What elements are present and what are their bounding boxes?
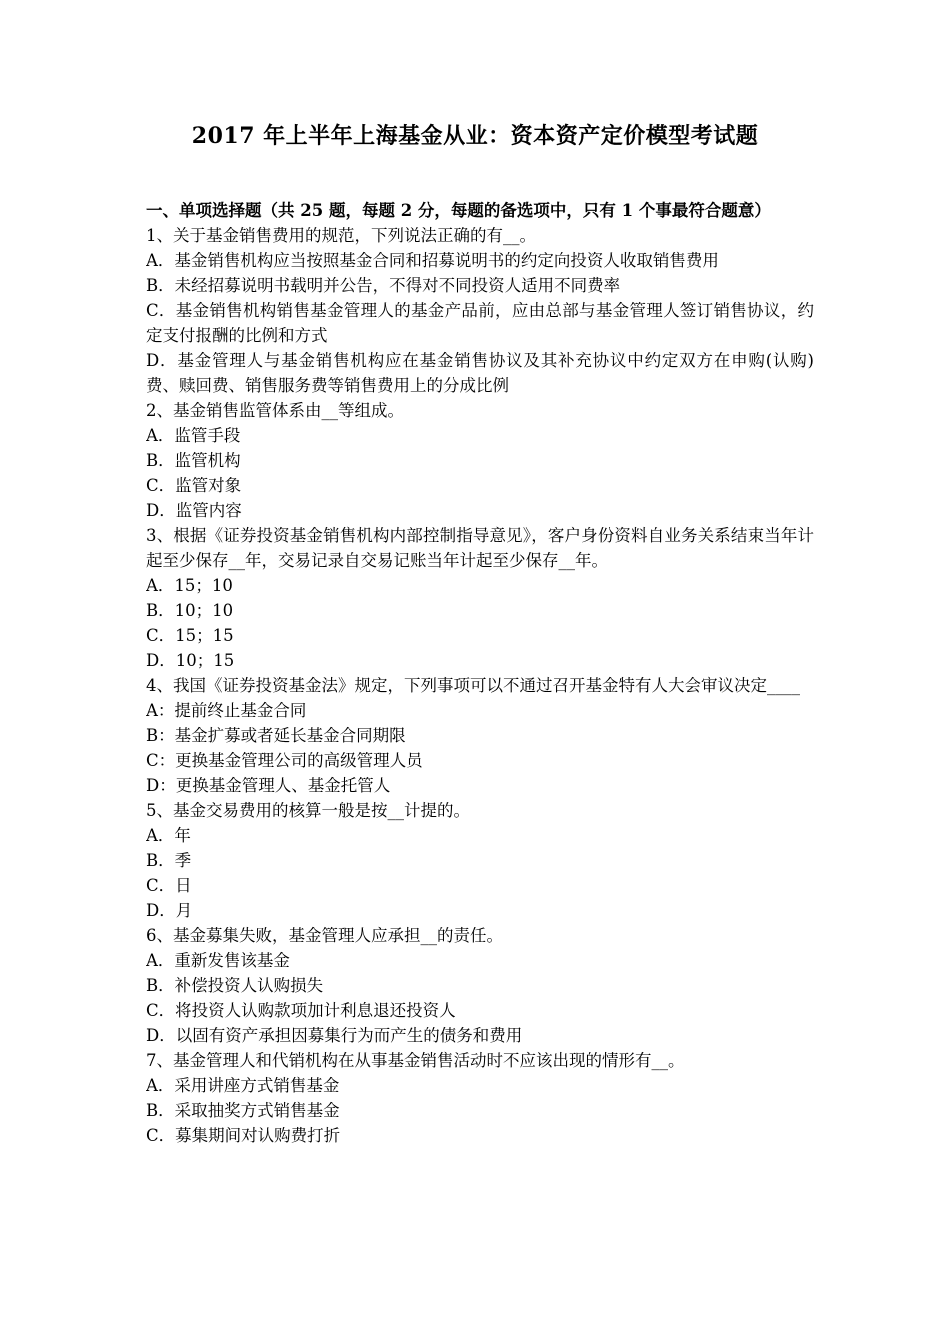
option-c: C．募集期间对认购费打折 xyxy=(146,1126,341,1145)
question-block xyxy=(146,1048,814,1148)
option-a: A．基金销售机构应当按照基金合同和招募说明书的约定向投资人收取销售费用 xyxy=(146,251,719,270)
option-d: D．基金管理人与基金销售机构应在基金销售协议及其补充协议中约定双方在申购(认购)费、赎回费、销售服务费等销售费用上的分成比例 xyxy=(146,351,814,395)
option-a: A．15；10 xyxy=(146,576,233,595)
question-block xyxy=(146,798,814,923)
document-title: 2017 年上半年上海基金从业：资本资产定价模型考试题 xyxy=(191,123,759,149)
option-a: A：提前终止基金合同 xyxy=(146,701,307,720)
question-stem: 3、根据《证券投资基金销售机构内部控制指导意见》，客户身份资料自业务关系结束当年计起至少保存__年，交易记录自交易记账当年计起至少保存__年。 xyxy=(146,526,814,570)
question-stem: 6、基金募集失败，基金管理人应承担__的责任。 xyxy=(146,926,503,945)
option-c: C．将投资人认购款项加计利息退还投资人 xyxy=(146,1001,456,1020)
option-c: C．监管对象 xyxy=(146,476,242,495)
option-a: A．年 xyxy=(146,826,191,845)
option-d: D：更换基金管理人、基金托管人 xyxy=(146,776,391,795)
question-stem: 2、基金销售监管体系由__等组成。 xyxy=(146,401,404,420)
question-stem: 7、基金管理人和代销机构在从事基金销售活动时不应该出现的情形有__。 xyxy=(146,1051,685,1070)
question-block xyxy=(146,223,814,398)
option-c: C．15；15 xyxy=(146,626,234,645)
question-stem: 5、基金交易费用的核算一般是按__计提的。 xyxy=(146,801,470,820)
question-block xyxy=(146,398,814,523)
option-c: C．基金销售机构销售基金管理人的基金产品前，应由总部与基金管理人签订销售协议，约定支付报酬的比例和方式 xyxy=(146,301,814,345)
option-b: B．采取抽奖方式销售基金 xyxy=(146,1101,340,1120)
option-b: B．季 xyxy=(146,851,192,870)
option-b: B．10；10 xyxy=(146,601,234,620)
document-body xyxy=(146,198,814,1148)
option-b: B．监管机构 xyxy=(146,451,241,470)
question-block xyxy=(146,923,814,1048)
option-a: A．重新发售该基金 xyxy=(146,951,290,970)
question-block xyxy=(146,523,814,673)
section-heading: 一、单项选择题（共 25 题，每题 2 分，每题的备选项中，只有 1 个事最符合题意） xyxy=(146,201,771,220)
option-b: B．补偿投资人认购损失 xyxy=(146,976,324,995)
question-stem: 1、关于基金销售费用的规范，下列说法正确的有__。 xyxy=(146,226,536,245)
option-a: A．采用讲座方式销售基金 xyxy=(146,1076,340,1095)
option-b: B：基金扩募或者延长基金合同期限 xyxy=(146,726,406,745)
option-d: D．月 xyxy=(146,901,193,920)
question-stem: 4、我国《证券投资基金法》规定，下列事项可以不通过召开基金特有人大会审议决定____ xyxy=(146,676,800,695)
option-c: C．日 xyxy=(146,876,192,895)
option-d: D．以固有资产承担因募集行为而产生的债务和费用 xyxy=(146,1026,523,1045)
option-a: A．监管手段 xyxy=(146,426,241,445)
question-block xyxy=(146,673,814,798)
option-b: B．未经招募说明书载明并公告，不得对不同投资人适用不同费率 xyxy=(146,276,621,295)
option-d: D．10；15 xyxy=(146,651,235,670)
option-c: C：更换基金管理公司的高级管理人员 xyxy=(146,751,423,770)
option-d: D．监管内容 xyxy=(146,501,242,520)
